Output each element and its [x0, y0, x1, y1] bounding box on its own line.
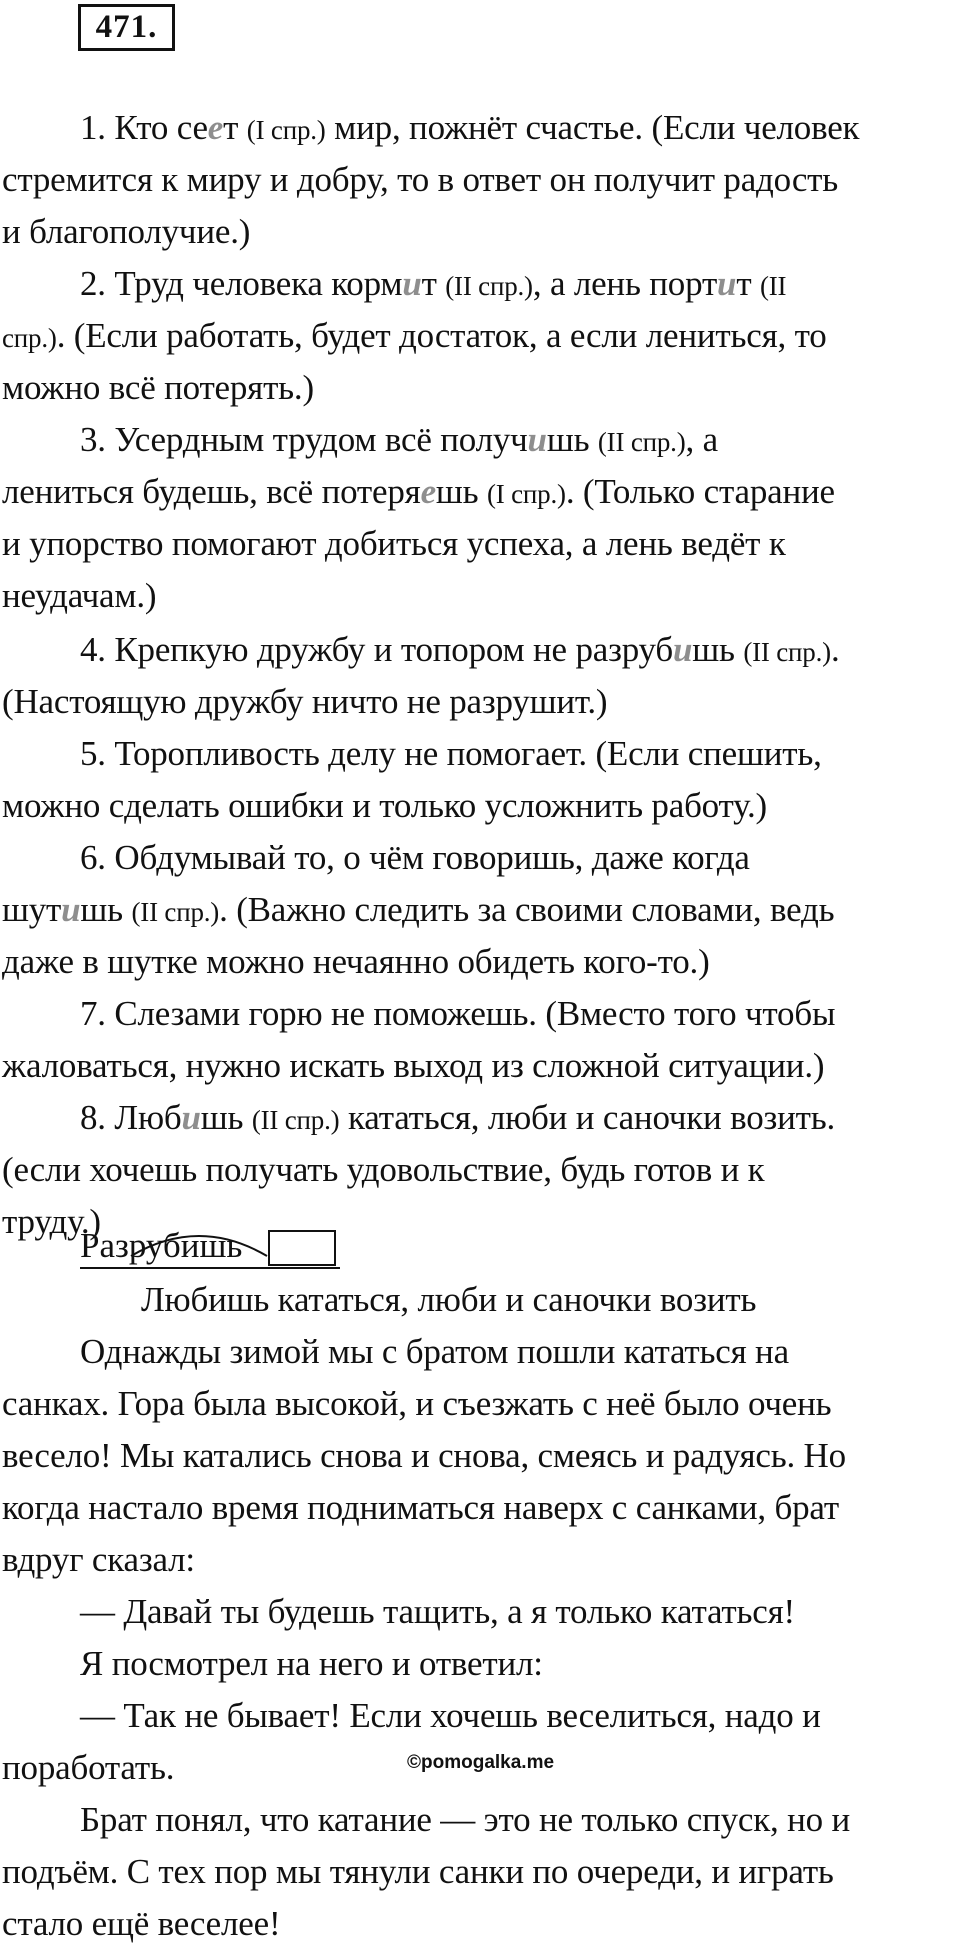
essay-line: Однажды зимой мы с братом пошли кататься на — [80, 1332, 789, 1371]
highlighted-ending-letter: и — [717, 264, 737, 303]
essay-line: санках. Гора была высокой, и съезжать с неё было очень — [2, 1384, 832, 1423]
proverb-7-line-1: 7. Слезами горю не поможешь. (Вместо того чтобы — [80, 994, 836, 1033]
text-span: 1. Кто се — [80, 108, 208, 147]
proverb-1-line-2: стремится к миру и добру, то в ответ он получит радость — [2, 160, 839, 199]
proverb-8-line-1 — [80, 1092, 835, 1146]
proverb-6-line-3: даже в шутке можно нечаянно обидеть кого-то.) — [2, 942, 710, 981]
stem-underline-mark — [80, 1267, 340, 1269]
proverb-6-line-1: 6. Обдумывай то, о чём говоришь, даже когда — [80, 838, 750, 877]
text-span: лениться будешь, всё потеря — [2, 472, 421, 511]
text-span: т — [223, 108, 247, 147]
text-span: шь — [546, 420, 598, 459]
highlighted-ending-letter: и — [61, 890, 81, 929]
essay-title: Любишь кататься, люби и саночки возить — [141, 1280, 757, 1319]
conjugation-label: (I спр.) — [246, 115, 326, 145]
text-span: шь — [692, 630, 744, 669]
proverb-8-line-2: (если хочешь получать удовольствие, будь готов и к — [2, 1150, 765, 1189]
text-span: шь — [435, 472, 487, 511]
essay-dialogue-line: — Давай ты будешь тащить, а я только кататься! — [80, 1592, 795, 1631]
conjugation-label: (II спр.) — [131, 897, 220, 927]
text-span: шь — [200, 1098, 252, 1137]
highlighted-ending-letter: и — [402, 264, 422, 303]
watermark: ©pomogalka.me — [407, 1752, 555, 1773]
conjugation-label: (II спр.) — [251, 1105, 340, 1135]
root-arc-mark — [129, 1230, 269, 1258]
proverb-3-line-4: неудачам.) — [2, 576, 157, 615]
text-span: т — [736, 264, 760, 303]
essay-line: Я посмотрел на него и ответил: — [80, 1644, 543, 1683]
essay-dialogue-line: — Так не бывает! Если хочешь веселиться, надо и — [80, 1696, 821, 1735]
proverb-2-line-1 — [80, 258, 786, 312]
word-ending: ишь — [180, 1226, 243, 1265]
proverb-7-line-2: жаловаться, нужно искать выход из сложной ситуации.) — [2, 1046, 825, 1085]
proverb-4-line-2: (Настоящую дружбу ничто не разрушит.) — [2, 682, 608, 721]
proverb-3-line-2 — [2, 466, 835, 520]
text-span: 3. Усердным трудом всё получ — [80, 420, 528, 459]
essay-line: поработать. — [2, 1748, 175, 1787]
conjugation-label: спр.) — [2, 323, 57, 353]
essay-line: весело! Мы катались снова и снова, смеясь и радуясь. Но — [2, 1436, 846, 1475]
text-span: 4. Крепкую дружбу и топором не разруб — [80, 630, 673, 669]
conjugation-label: (II — [759, 271, 787, 301]
text-span: шут — [2, 890, 62, 929]
essay-line: вдруг сказал: — [2, 1540, 195, 1579]
conjugation-label: (I спр.) — [487, 479, 566, 509]
word-morpheme-analysis — [80, 1220, 242, 1274]
highlighted-ending-letter: е — [420, 472, 436, 511]
essay-line: стало ещё веселее! — [2, 1904, 281, 1943]
text-span: . — [830, 630, 840, 669]
conjugation-label: (II спр.) — [445, 271, 533, 301]
proverb-5-line-2: можно сделать ошибки и только усложнить работу.) — [2, 786, 767, 825]
proverb-2-line-3: можно всё потерять.) — [2, 368, 314, 407]
proverb-6-line-2 — [2, 884, 834, 938]
essay-line: когда настало время подниматься наверх с санками, брат — [2, 1488, 839, 1527]
highlighted-ending-letter: и — [672, 630, 693, 669]
text-span: кататься, люби и саночки возить. — [339, 1098, 836, 1137]
text-span: мир, пожнёт счастье. (Если человек — [325, 108, 860, 147]
proverb-1-line-3: и благополучие.) — [2, 212, 251, 251]
text-span: , а — [685, 420, 718, 459]
highlighted-ending-letter: и — [527, 420, 547, 459]
text-span: 8. Люб — [80, 1098, 182, 1137]
proverb-5-line-1: 5. Торопливость делу не помогает. (Если спешить, — [80, 734, 822, 773]
exercise-number: 471. — [78, 4, 175, 51]
essay-line: подъём. С тех пор мы тянули санки по очереди, и играть — [2, 1852, 834, 1891]
conjugation-label: (II спр.) — [597, 427, 686, 457]
text-span: шь — [80, 890, 132, 929]
proverb-1-line-1 — [80, 102, 859, 156]
word-stem: Разруб — [80, 1226, 181, 1265]
proverb-4-line-1 — [80, 624, 840, 678]
highlighted-ending-letter: и — [181, 1098, 201, 1137]
conjugation-label: (II спр.) — [743, 637, 831, 667]
proverb-2-line-2 — [2, 310, 827, 364]
text-span: . (Только старание — [565, 472, 835, 511]
text-span: т — [421, 264, 446, 303]
highlighted-ending-letter: е — [207, 108, 224, 147]
essay-line: Брат понял, что катание — это не только спуск, но и — [80, 1800, 851, 1839]
text-span: , а лень порт — [532, 264, 718, 303]
proverb-3-line-3: и упорство помогают добиться успеха, а лень ведёт к — [2, 524, 786, 563]
ending-box-mark — [268, 1230, 336, 1266]
proverb-8-line-3: труду.) — [2, 1202, 101, 1241]
text-span: . (Важно следить за своими словами, ведь — [219, 890, 835, 929]
text-span: . (Если работать, будет достаток, а если лениться, то — [56, 316, 827, 355]
text-span: 2. Труд человека корм — [80, 264, 403, 303]
proverb-3-line-1 — [80, 414, 718, 468]
